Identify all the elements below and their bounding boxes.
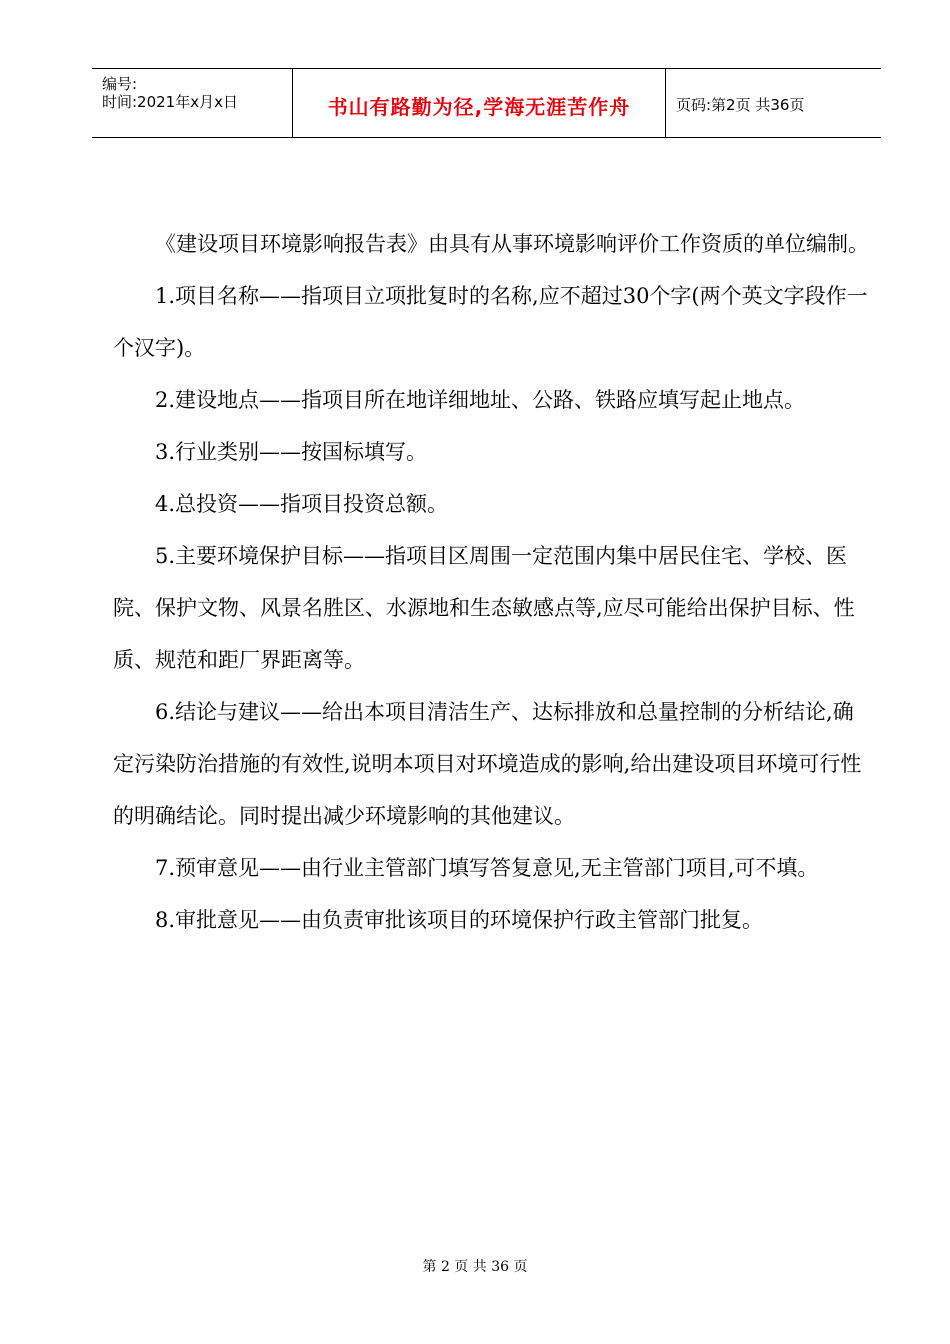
- header-meta-cell: [92, 69, 293, 137]
- page-footer-number: 第 2 页 共 36 页: [422, 1259, 528, 1275]
- document-number-label: 编号:: [102, 75, 138, 93]
- header-page-number: 页码:第2页 共36页: [676, 96, 805, 114]
- body-paragraph-intro: 《建设项目环境影响报告表》由具有从事环境影响评价工作资质的单位编制。: [155, 232, 869, 256]
- body-paragraph-5: 5.主要环境保护目标——指项目区周围一定范围内集中居民住宅、学校、医院、保护文物、风景名胜区、水源地和生态敏感点等,应尽可能给出保护目标、性质、规范和距厂界距离等。: [113, 544, 855, 672]
- body-paragraph-2: 2.建设地点——指项目所在地详细地址、公路、铁路应填写起止地点。: [155, 388, 806, 412]
- body-paragraph-3: 3.行业类别——按国标填写。: [155, 440, 428, 464]
- header-page-cell: [666, 69, 881, 137]
- body-paragraph-1: 1.项目名称——指项目立项批复时的名称,应不超过30个字(两个英文字段作一个汉字)。: [113, 284, 868, 360]
- page-header: [92, 68, 881, 138]
- body-paragraph-4: 4.总投资——指项目投资总额。: [155, 492, 449, 516]
- body-paragraph-7: 7.预审意见——由行业主管部门填写答复意见,无主管部门项目,可不填。: [155, 856, 819, 880]
- document-body: [113, 218, 873, 946]
- body-paragraph-6: 6.结论与建议——给出本项目清洁生产、达标排放和总量控制的分析结论,确定污染防治措施的有效性,说明本项目对环境造成的影响,给出建设项目环境可行性的明确结论。同时提出减少环境影响的其他建议。: [113, 700, 862, 828]
- body-paragraph-8: 8.审批意见——由负责审批该项目的环境保护行政主管部门批复。: [155, 908, 764, 932]
- document-date-label: 时间:2021年x月x日: [102, 93, 238, 111]
- header-motto-cell: [293, 69, 666, 137]
- header-motto: 书山有路勤为径,学海无涯苦作舟: [327, 95, 631, 119]
